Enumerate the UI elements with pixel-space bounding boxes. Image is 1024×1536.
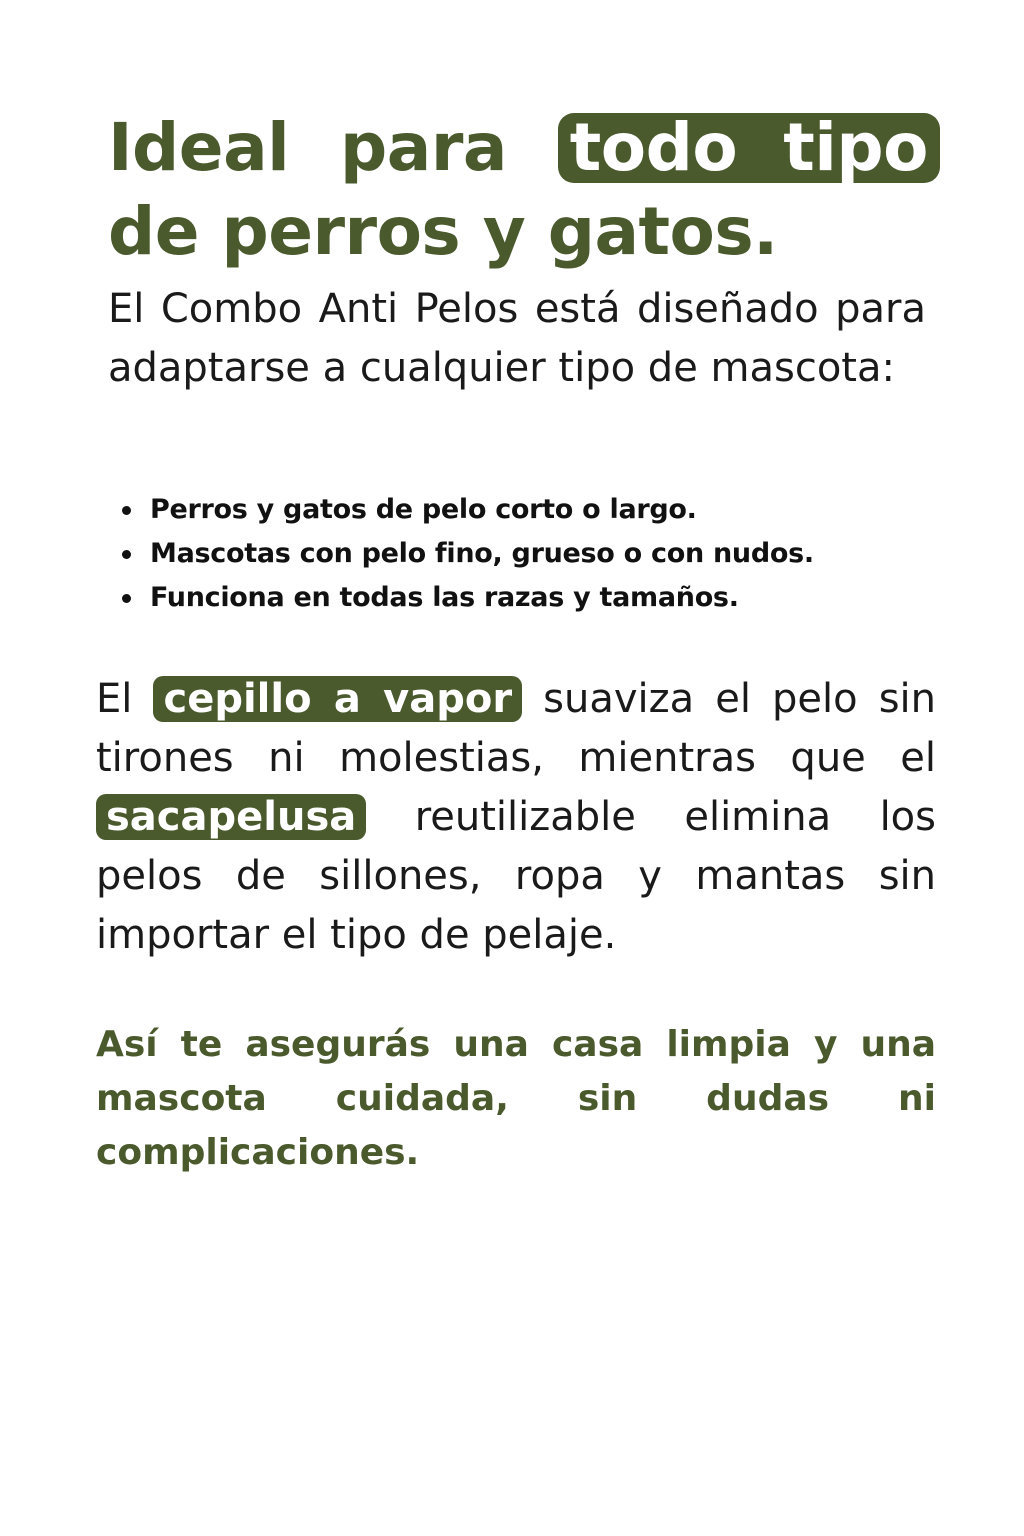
closing-paragraph: Así te asegurás una casa limpia y una mascota cuidada, sin dudas ni complicaciones. [96, 1024, 936, 1173]
title-highlight-word-tipo: tipo [783, 109, 928, 186]
list-item [108, 488, 968, 532]
body-paragraph [96, 670, 936, 965]
bullet-icon [122, 550, 131, 559]
page-title [108, 106, 940, 274]
highlight-sacapelusa: sacapelusa [96, 794, 366, 840]
body-text-part-2: suaviza el pelo sin tirones ni molestias, mientras que el [96, 676, 937, 781]
feature-list [108, 488, 968, 620]
title-highlight-word-todo: todo [569, 109, 738, 186]
title-word-ideal: Ideal [108, 109, 290, 186]
highlight-cepillo-a-vapor: cepillo a vapor [153, 676, 522, 722]
title-line-1 [108, 106, 940, 190]
list-item [108, 532, 968, 576]
title-highlight [558, 109, 940, 186]
list-item [108, 576, 968, 620]
body-text-part-1: El [96, 676, 133, 722]
bullet-icon [122, 506, 131, 515]
intro-paragraph: El Combo Anti Pelos está diseñado para adaptarse a cualquier tipo de mascota: [108, 286, 926, 391]
title-word-para: para [340, 109, 507, 186]
body-text-part-3: reutilizable elimina los pelos de sillones, ropa y mantas sin importar el tipo de pelaje. [96, 794, 936, 958]
list-item-text: Perros y gatos de pelo corto o largo. [150, 494, 697, 525]
title-line-2: de perros y gatos. [108, 193, 778, 270]
list-item-text: Funciona en todas las razas y tamaños. [150, 582, 739, 613]
list-item-text: Mascotas con pelo fino, grueso o con nudos. [150, 538, 814, 569]
bullet-icon [122, 594, 131, 603]
